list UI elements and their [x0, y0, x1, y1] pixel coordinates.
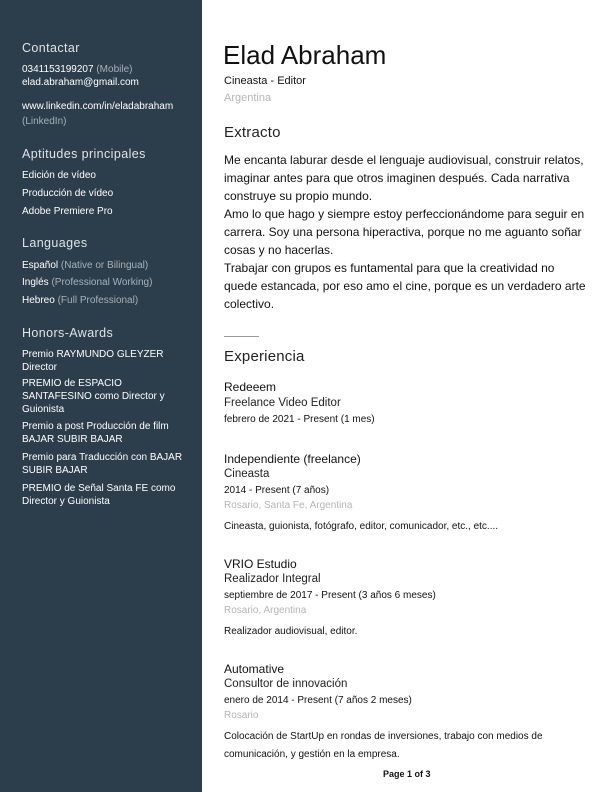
company: VRIO Estudio	[224, 557, 297, 571]
description-line: Colocación de StartUp en rondas de inversiones, trabajo con medios de	[224, 731, 543, 742]
awards-heading: Honors-Awards	[22, 326, 114, 340]
headline: Cineasta - Editor	[224, 75, 306, 87]
phone-number: 0341153199207	[22, 64, 94, 75]
company: Independiente (freelance)	[224, 452, 361, 466]
skill-item: Producción de vídeo	[22, 188, 114, 199]
phone	[22, 63, 132, 76]
linkedin-type: (LinkedIn)	[22, 116, 67, 127]
summary-line: Amo lo que hago y siempre estoy perfeccionándome para seguir en	[224, 207, 585, 221]
summary-line: quede estancada, por eso amo el cine, porque es un verdadero arte	[224, 279, 586, 293]
language-level: (Professional Working)	[51, 277, 153, 288]
summary-line: Trabajar con grupos es funtamental para que la creatividad no	[224, 261, 555, 275]
profile-name: Elad Abraham	[223, 40, 387, 70]
sidebar	[0, 0, 202, 792]
section-divider	[224, 336, 259, 337]
language-name: Inglés	[22, 277, 49, 288]
dates: septiembre de 2017 - Present (3 años 6 meses)	[224, 590, 436, 601]
language-name: Español	[22, 260, 59, 271]
skill-item: Edición de vídeo	[22, 170, 96, 181]
role: Consultor de innovación	[224, 678, 348, 690]
language-item	[22, 259, 148, 272]
award-item: PREMIO de Señal Santa FE como Director y Guionista	[22, 483, 176, 507]
role: Cineasta	[224, 468, 270, 480]
languages-heading: Languages	[22, 236, 88, 250]
language-level: (Full Professional)	[57, 295, 139, 306]
award-item: Premio a post Producción de film BAJAR SUBIR BAJAR	[22, 421, 169, 445]
company: Automative	[224, 662, 285, 676]
language-item	[22, 294, 138, 307]
award-item: Premio para Traducción con BAJAR SUBIR BAJAR	[22, 452, 183, 476]
summary-line: carrera. Soy una persona hiperactiva, porque no me aguanto soñar	[224, 225, 582, 239]
language-level: (Native or Bilingual)	[60, 260, 149, 271]
job-location: Rosario, Argentina	[224, 605, 307, 616]
summary-text	[224, 151, 586, 313]
dates: enero de 2014 - Present (7 años 2 meses)	[224, 695, 412, 706]
summary-line: Me encanta laburar desde el lenguaje audiovisual, construir relatos,	[224, 153, 584, 167]
job-location: Rosario	[224, 710, 259, 721]
job-location: Rosario, Santa Fe, Argentina	[224, 500, 353, 511]
description: Realizador audiovisual, editor.	[224, 626, 358, 637]
company: Redeeem	[224, 380, 277, 394]
description: Cineasta, guionista, fotógrafo, editor, comunicador, etc., etc....	[224, 521, 499, 532]
language-item	[22, 276, 152, 289]
description	[224, 728, 543, 764]
summary-line: construye su propio mundo.	[224, 189, 373, 203]
summary-line: colectivo.	[224, 297, 275, 311]
phone-type: (Mobile)	[96, 64, 133, 75]
linkedin-link[interactable]: www.linkedin.com/in/eladabraham	[22, 101, 174, 112]
page-number: Page 1 of 3	[383, 769, 431, 779]
description-line: comunicación, y gestión en la empresa.	[224, 749, 400, 760]
dates: febrero de 2021 - Present (1 mes)	[224, 414, 375, 425]
role: Realizador Integral	[224, 573, 321, 585]
summary-heading: Extracto	[224, 124, 281, 141]
contact-heading: Contactar	[22, 41, 80, 55]
summary-line: cosas y no hacerlas.	[224, 243, 334, 257]
summary-line: imaginar antes para que otros imaginen después. Cada narrativa	[224, 171, 570, 185]
role: Freelance Video Editor	[224, 397, 341, 409]
dates: 2014 - Present (7 años)	[224, 485, 330, 496]
language-name: Hebreo	[22, 295, 55, 306]
experience-heading: Experiencia	[224, 348, 305, 365]
profile-location: Argentina	[224, 92, 272, 104]
award-item: Premio RAYMUNDO GLEYZER Director	[22, 349, 164, 373]
skill-item: Adobe Premiere Pro	[22, 206, 113, 217]
award-item: PREMIO de ESPACIO SANTAFESINO como Director y Guionista	[22, 378, 165, 415]
email-link[interactable]: elad.abraham@gmail.com	[22, 77, 139, 88]
skills-heading: Aptitudes principales	[22, 147, 146, 161]
